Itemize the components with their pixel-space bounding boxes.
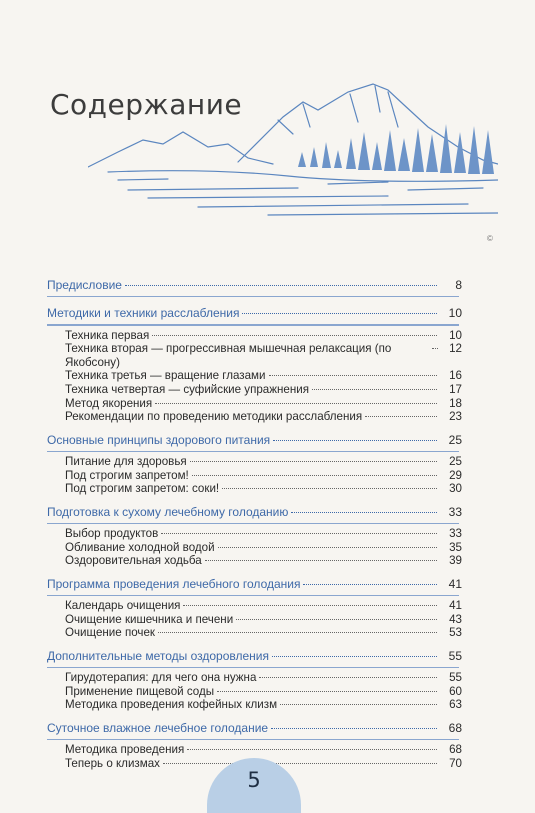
toc-section-heading[interactable] xyxy=(47,277,462,294)
toc-entry[interactable] xyxy=(47,554,462,568)
entry-title: Методика проведения xyxy=(65,743,185,757)
entry-title: Рекомендации по проведению методики расслабления xyxy=(65,410,363,424)
toc-entry[interactable] xyxy=(47,383,462,397)
section-title: Методики и техники расслабления xyxy=(47,306,240,321)
entry-page: 17 xyxy=(449,382,462,396)
toc-entry[interactable] xyxy=(47,482,462,496)
leader-dots xyxy=(312,389,437,390)
section-page: 10 xyxy=(448,306,462,321)
toc-entry[interactable] xyxy=(47,455,462,469)
section-page: 68 xyxy=(448,721,462,736)
section-title: Программа проведения лечебного голодания xyxy=(47,576,301,591)
leader-dots xyxy=(192,475,437,476)
entry-page: 33 xyxy=(449,527,462,541)
section-divider xyxy=(47,523,459,524)
toc-section xyxy=(47,277,462,297)
section-divider xyxy=(47,296,459,297)
leader-dots xyxy=(303,584,437,585)
toc-entry[interactable] xyxy=(47,698,462,712)
leader-dots xyxy=(242,313,437,314)
toc-section-heading[interactable] xyxy=(47,576,462,593)
section-title: Подготовка к сухому лечебному голоданию xyxy=(47,504,289,519)
entry-title: Теперь о клизмах xyxy=(65,756,160,770)
toc-entry[interactable] xyxy=(47,397,462,411)
leader-dots xyxy=(161,533,437,534)
section-title: Суточное влажное лечебное голодание xyxy=(47,721,269,736)
toc-entry[interactable] xyxy=(47,541,462,555)
leader-dots xyxy=(365,416,437,417)
leader-dots xyxy=(190,461,437,462)
entry-title: Под строгим запретом: соки! xyxy=(65,482,220,496)
entry-page: 68 xyxy=(449,743,462,757)
entry-page: 55 xyxy=(449,671,462,685)
toc-section xyxy=(47,432,462,496)
entry-title: Календарь очищения xyxy=(65,599,181,613)
leader-dots xyxy=(217,691,437,692)
toc-section-heading[interactable] xyxy=(47,648,462,665)
page-title: Содержание xyxy=(50,88,243,121)
entry-title: Выбор продуктов xyxy=(65,527,159,541)
toc-entry[interactable] xyxy=(47,369,462,383)
toc-entry[interactable] xyxy=(47,469,462,483)
leader-dots xyxy=(280,704,437,705)
section-title: Дополнительные методы оздоровления xyxy=(47,648,269,663)
toc-section xyxy=(47,576,462,640)
entry-page: 12 xyxy=(449,342,462,356)
entry-page: 41 xyxy=(449,599,462,613)
leader-dots xyxy=(163,763,437,764)
entry-title: Техника первая xyxy=(65,328,150,342)
section-page: 8 xyxy=(455,278,462,292)
entry-page: 39 xyxy=(449,554,462,568)
table-of-contents xyxy=(47,277,462,779)
toc-entry[interactable] xyxy=(47,685,462,699)
entry-page: 63 xyxy=(449,698,462,712)
entry-title: Методика проведения кофейных клизм xyxy=(65,698,278,712)
entry-page: 10 xyxy=(449,328,462,342)
toc-section-heading[interactable] xyxy=(47,720,462,737)
toc-section-heading[interactable] xyxy=(47,432,462,449)
entry-page: 23 xyxy=(449,410,462,424)
leader-dots xyxy=(291,512,437,513)
entry-title: Обливание холодной водой xyxy=(65,540,215,554)
section-page: 33 xyxy=(448,504,462,519)
section-page: 55 xyxy=(448,648,462,663)
section-title: Предисловие xyxy=(47,278,122,292)
section-divider xyxy=(47,739,459,740)
toc-section xyxy=(47,648,462,712)
leader-dots xyxy=(272,656,437,657)
toc-entry[interactable] xyxy=(47,329,462,343)
leader-dots xyxy=(269,375,437,376)
mountain-forest-illustration xyxy=(88,72,498,242)
leader-dots xyxy=(432,348,438,349)
entry-page: 18 xyxy=(449,396,462,410)
toc-section xyxy=(47,305,462,423)
entry-title: Техника вторая — прогрессивная мышечная релаксация (по Якобсону) xyxy=(65,342,392,369)
entry-page: 60 xyxy=(449,684,462,698)
section-divider xyxy=(47,595,459,596)
decorative-mark: © xyxy=(487,234,493,243)
leader-dots xyxy=(236,619,437,620)
entry-page: 16 xyxy=(449,369,462,383)
leader-dots xyxy=(259,677,437,678)
entry-title: Техника третья — вращение глазами xyxy=(65,369,266,383)
entry-title: Метод якорения xyxy=(65,396,153,410)
toc-section-heading[interactable] xyxy=(47,504,462,521)
toc-section-heading[interactable] xyxy=(47,305,462,322)
leader-dots xyxy=(125,285,437,286)
toc-section xyxy=(47,504,462,568)
section-divider xyxy=(47,451,459,452)
entry-page: 30 xyxy=(449,482,462,496)
entry-title: Очищение кишечника и печени xyxy=(65,612,234,626)
leader-dots xyxy=(205,560,437,561)
leader-dots xyxy=(273,440,437,441)
section-page: 41 xyxy=(448,576,462,591)
toc-entry[interactable] xyxy=(47,671,462,685)
toc-entry[interactable] xyxy=(47,342,462,369)
leader-dots xyxy=(155,403,437,404)
leader-dots xyxy=(218,547,437,548)
entry-title: Гирудотерапия: для чего она нужна xyxy=(65,671,257,685)
toc-entry[interactable] xyxy=(47,527,462,541)
entry-page: 70 xyxy=(449,756,462,770)
entry-page: 35 xyxy=(449,540,462,554)
entry-title: Под строгим запретом! xyxy=(65,468,189,482)
toc-entry[interactable] xyxy=(47,410,462,424)
entry-page: 29 xyxy=(449,468,462,482)
entry-page: 43 xyxy=(449,612,462,626)
leader-dots xyxy=(158,632,437,633)
section-title: Основные принципы здорового питания xyxy=(47,432,271,447)
section-divider xyxy=(47,324,459,325)
toc-entry[interactable] xyxy=(47,626,462,640)
leader-dots xyxy=(187,749,437,750)
page-number: 5 xyxy=(247,768,261,792)
toc-entry[interactable] xyxy=(47,613,462,627)
entry-page: 53 xyxy=(449,626,462,640)
section-divider xyxy=(47,667,459,668)
entry-title: Оздоровительная ходьба xyxy=(65,554,202,568)
toc-entry[interactable] xyxy=(47,599,462,613)
entry-title: Питание для здоровья xyxy=(65,455,187,469)
entry-title: Очищение почек xyxy=(65,626,155,640)
leader-dots xyxy=(183,605,437,606)
leader-dots xyxy=(222,488,437,489)
entry-title: Техника четвертая — суфийские упражнения xyxy=(65,382,310,396)
entry-page: 25 xyxy=(449,455,462,469)
toc-entry[interactable] xyxy=(47,743,462,757)
section-page: 25 xyxy=(448,432,462,447)
entry-title: Применение пищевой соды xyxy=(65,684,215,698)
leader-dots xyxy=(152,335,437,336)
leader-dots xyxy=(271,728,437,729)
